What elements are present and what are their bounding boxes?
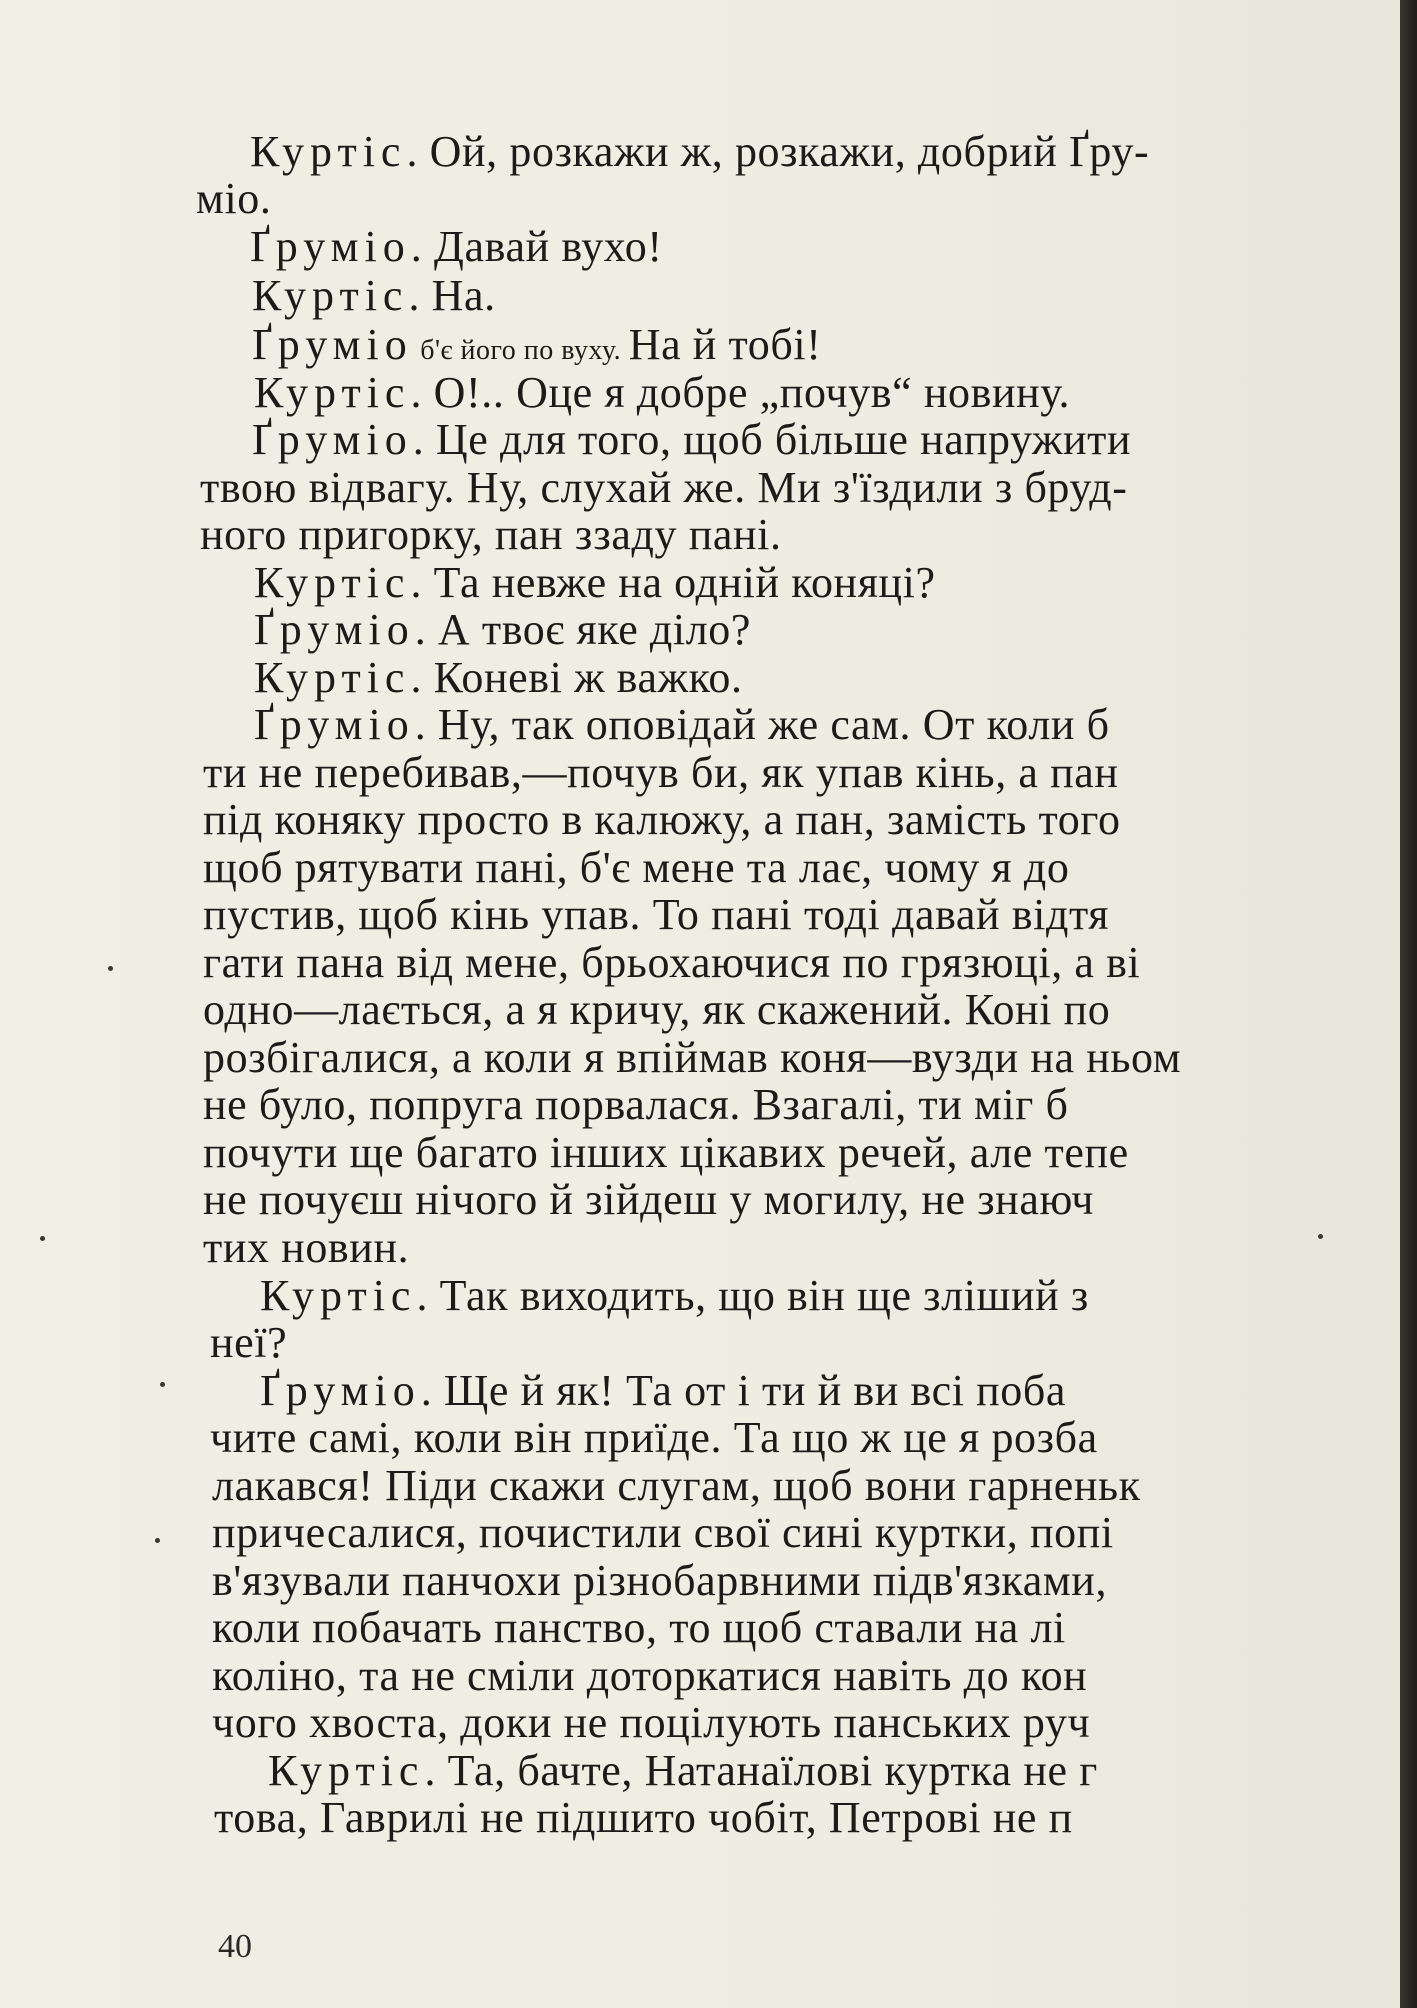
line-text: . О!.. Оце я добре „почув“ новину. <box>410 368 1071 417</box>
line-text: чите самі, коли він приїде. Та що ж це я розба <box>210 1413 1098 1462</box>
text-line <box>212 1651 1087 1701</box>
line-text: одно—лається, а я кричу, як скажений. Коні по <box>203 985 1111 1034</box>
text-line <box>203 938 1140 988</box>
text-line <box>203 1175 1094 1225</box>
line-text: розбігалися, а коли я впіймав коня—вузди на ньом <box>203 1033 1182 1082</box>
line-text: На й тобі! <box>628 320 822 369</box>
line-text: . Ще й як! Та от і ти й ви всі поба <box>420 1366 1067 1415</box>
line-text: почути ще багато інших цікавих речей, але тепе <box>203 1128 1129 1177</box>
text-line <box>203 1080 1069 1130</box>
text-line <box>254 700 1110 750</box>
text-line <box>203 1223 409 1273</box>
text-line <box>254 653 743 703</box>
line-text: причесалися, почистили свої сині куртки, попі <box>212 1508 1114 1557</box>
text-line <box>250 127 1149 177</box>
speaker-name: Куртіс <box>252 271 409 320</box>
line-text: міо. <box>196 174 272 223</box>
line-text: ти не перебивав,—почув би, як упав кінь, а пан <box>203 748 1119 797</box>
line-text: щоб рятувати пані, б'є мене та лає, чому я до <box>203 843 1070 892</box>
speaker-name: Ґруміо <box>252 415 413 464</box>
line-text: лакався! Піди скажи слугам, щоб вони гарненьк <box>212 1461 1141 1510</box>
print-speck <box>160 1382 165 1387</box>
line-text: коли побачать панство, то щоб ставали на лі <box>212 1603 1066 1652</box>
line-text: . Давай вухо! <box>410 222 663 271</box>
text-line <box>212 1508 1114 1558</box>
text-line <box>214 1793 1073 1843</box>
line-text: під коняку просто в калюжу, а пан, замість того <box>203 795 1121 844</box>
speaker-name: Ґруміо <box>254 605 415 654</box>
line-text: това, Гаврилі не підшито чобіт, Петрові не п <box>214 1793 1073 1842</box>
line-text: . Ну, так оповідай же сам. От коли б <box>414 700 1110 749</box>
line-text: . А твоє яке діло? <box>414 605 752 654</box>
speaker-name: Куртіс <box>260 1271 417 1320</box>
text-line <box>200 510 782 560</box>
page-number: 40 <box>218 1928 252 1965</box>
text-line <box>260 1271 1089 1321</box>
print-speck <box>108 966 113 971</box>
text-line <box>268 1746 1098 1796</box>
text-line <box>252 271 496 321</box>
line-text: ного пригорку, пан ззаду пані. <box>200 510 782 559</box>
text-line <box>203 1128 1129 1178</box>
text-line <box>252 415 1131 465</box>
speaker-name: Куртіс <box>254 653 411 702</box>
text-line <box>212 1461 1141 1511</box>
text-line <box>212 1698 1090 1748</box>
print-speck <box>40 1236 45 1241</box>
line-text: тих новин. <box>203 1223 410 1272</box>
text-line <box>203 1033 1181 1083</box>
line-text: . Ой, розкажи ж, розкажи, добрий Ґру- <box>406 127 1150 176</box>
line-text: твою відвагу. Ну, слухай же. Ми з'їздили з бруд- <box>200 463 1128 512</box>
speaker-name: Куртіс <box>250 127 407 176</box>
print-speck <box>1318 1234 1323 1239</box>
text-line <box>210 1318 287 1368</box>
text-line <box>203 890 1109 940</box>
speaker-name: Ґруміо <box>252 320 413 369</box>
text-line <box>203 985 1110 1035</box>
text-line <box>196 174 271 224</box>
line-text: . Та невже на одній коняці? <box>410 558 936 607</box>
text-line <box>200 463 1128 513</box>
speaker-name: Ґруміо <box>260 1366 421 1415</box>
text-line <box>210 1413 1098 1463</box>
stage-direction: б'є його по вуху. <box>412 335 629 366</box>
line-text: . Це для того, щоб більше напружити <box>412 415 1132 464</box>
line-text: . Та, бачте, Натанаїлові куртка не г <box>424 1746 1098 1795</box>
text-line <box>203 795 1121 845</box>
text-line <box>254 368 1070 418</box>
line-text: неї? <box>210 1318 288 1367</box>
line-text: . Коневі ж важко. <box>410 653 743 702</box>
speaker-name: Куртіс <box>254 368 411 417</box>
line-text: коліно, та не сміли доторкатися навіть до кон <box>212 1651 1088 1700</box>
text-line <box>250 222 663 272</box>
speaker-name: Куртіс <box>268 1746 425 1795</box>
speaker-name: Куртіс <box>254 558 411 607</box>
book-spine-edge <box>1400 0 1417 2008</box>
text-line <box>254 605 751 655</box>
line-text: . Так виходить, що він ще зліший з <box>416 1271 1089 1320</box>
line-text: не почуєш нічого й зійдеш у могилу, не знаюч <box>203 1175 1094 1224</box>
line-text: чого хвоста, доки не поцілують панських руч <box>212 1698 1091 1747</box>
text-line <box>212 1556 1107 1606</box>
text-line <box>260 1366 1066 1416</box>
line-text: гати пана від мене, брьохаючися по грязюці, а ві <box>203 938 1141 987</box>
speaker-name: Ґруміо <box>250 222 411 271</box>
speaker-name: Ґруміо <box>254 700 415 749</box>
text-line <box>203 843 1069 893</box>
line-text: не було, попруга порвалася. Взагалі, ти міг б <box>203 1080 1069 1129</box>
line-text: . На. <box>408 271 496 320</box>
line-text: в'язували панчохи різнобарвними підв'язками, <box>212 1556 1108 1605</box>
text-line <box>254 558 936 608</box>
text-line <box>203 748 1119 798</box>
line-text: пустив, щоб кінь упав. То пані тоді давай відтя <box>203 890 1110 939</box>
text-line <box>212 1603 1066 1653</box>
print-speck <box>155 1538 160 1543</box>
